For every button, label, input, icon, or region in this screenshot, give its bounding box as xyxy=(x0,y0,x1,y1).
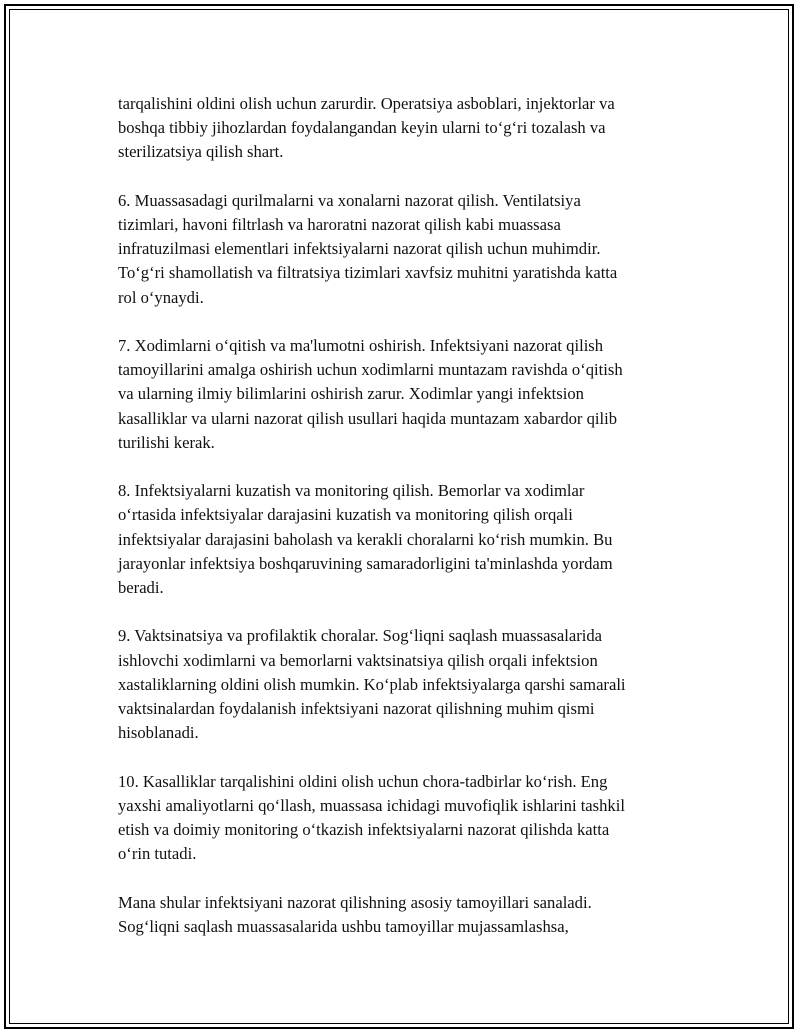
text-line: tarqalishini oldini olish uchun zarurdir. Operatsiya asboblari, injektorlar va xyxy=(118,94,615,113)
paragraph xyxy=(118,891,688,939)
text-line: yaxshi amaliyotlarni qo‘llash, muassasa ichidagi muvofiqlik ishlarini tashkil xyxy=(118,795,625,815)
text-line: Sog‘liqni saqlash muassasalarida ushbu tamoyillar mujassamlashsa, xyxy=(118,916,569,936)
text-line: etish va doimiy monitoring o‘tkazish infektsiyalarni nazorat qilishda katta xyxy=(118,820,610,840)
text-line: vaktsinalardan foydalanish infektsiyani nazorat qilishning muhim qismi xyxy=(118,699,595,719)
text-line: o‘rtasida infektsiyalar darajasini kuzatish va monitoring qilish orqali xyxy=(118,505,573,525)
text-line: rol o‘ynaydi. xyxy=(118,287,204,307)
text-line: Mana shular infektsiyani nazorat qilishning asosiy tamoyillari sanaladi. xyxy=(118,892,592,912)
paragraph xyxy=(118,334,688,455)
paragraph xyxy=(118,189,688,310)
text-line: beradi. xyxy=(118,578,164,598)
paragraph xyxy=(118,770,688,867)
text-line: hisoblanadi. xyxy=(118,723,199,743)
text-line: tamoyillarini amalga oshirish uchun xodimlarni muntazam ravishda o‘qitish xyxy=(118,360,623,380)
text-line: turilishi kerak. xyxy=(118,432,215,452)
paragraph xyxy=(118,479,688,600)
text-line: infratuzilmasi elementlari infektsiyalarni nazorat qilish uchun muhimdir. xyxy=(118,239,601,259)
paragraph xyxy=(118,92,688,165)
text-line: 9. Vaktsinatsiya va profilaktik choralar. Sog‘liqni saqlash muassasalarida xyxy=(118,626,603,646)
text-line: ishlovchi xodimlarni va bemorlarni vaktsinatsiya qilish orqali infektsion xyxy=(118,650,598,670)
text-line: tizimlari, havoni filtrlash va haroratni nazorat qilish kabi muassasa xyxy=(118,215,561,234)
text-line: 10. Kasalliklar tarqalishini oldini olish uchun chora-tadbirlar ko‘rish. Eng xyxy=(118,771,608,791)
text-line: 8. Infektsiyalarni kuzatish va monitoring qilish. Bemorlar va xodimlar xyxy=(118,481,585,501)
text-line: 7. Xodimlarni o‘qitish va ma'lumotni oshirish. Infektsiyani nazorat qilish xyxy=(118,336,604,355)
text-line: va ularning ilmiy bilimlarini oshirish zarur. Xodimlar yangi infektsion xyxy=(118,384,584,404)
text-line: sterilizatsiya qilish shart. xyxy=(118,142,284,162)
paragraph xyxy=(118,624,688,745)
text-line: xastaliklarning oldini olish mumkin. Ko‘plab infektsiyalarga qarshi samarali xyxy=(118,674,626,694)
text-line: o‘rin tutadi. xyxy=(118,844,197,864)
text-line: To‘g‘ri shamollatish va filtratsiya tizimlari xavfsiz muhitni yaratishda katta xyxy=(118,263,618,283)
text-line: kasalliklar va ularni nazorat qilish usullari haqida muntazam xabardor qilib xyxy=(118,408,618,428)
text-line: 6. Muassasadagi qurilmalarni va xonalarni nazorat qilish. Ventilatsiya xyxy=(118,190,581,210)
text-line: infektsiyalar darajasini baholash va kerakli choralarni ko‘rish mumkin. Bu xyxy=(118,529,613,549)
text-line: boshqa tibbiy jihozlardan foydalangandan keyin ularni to‘g‘ri tozalash va xyxy=(118,118,606,138)
document-body xyxy=(118,92,688,963)
text-line: jarayonlar infektsiya boshqaruvining samaradorligini ta'minlashda yordam xyxy=(118,553,613,573)
